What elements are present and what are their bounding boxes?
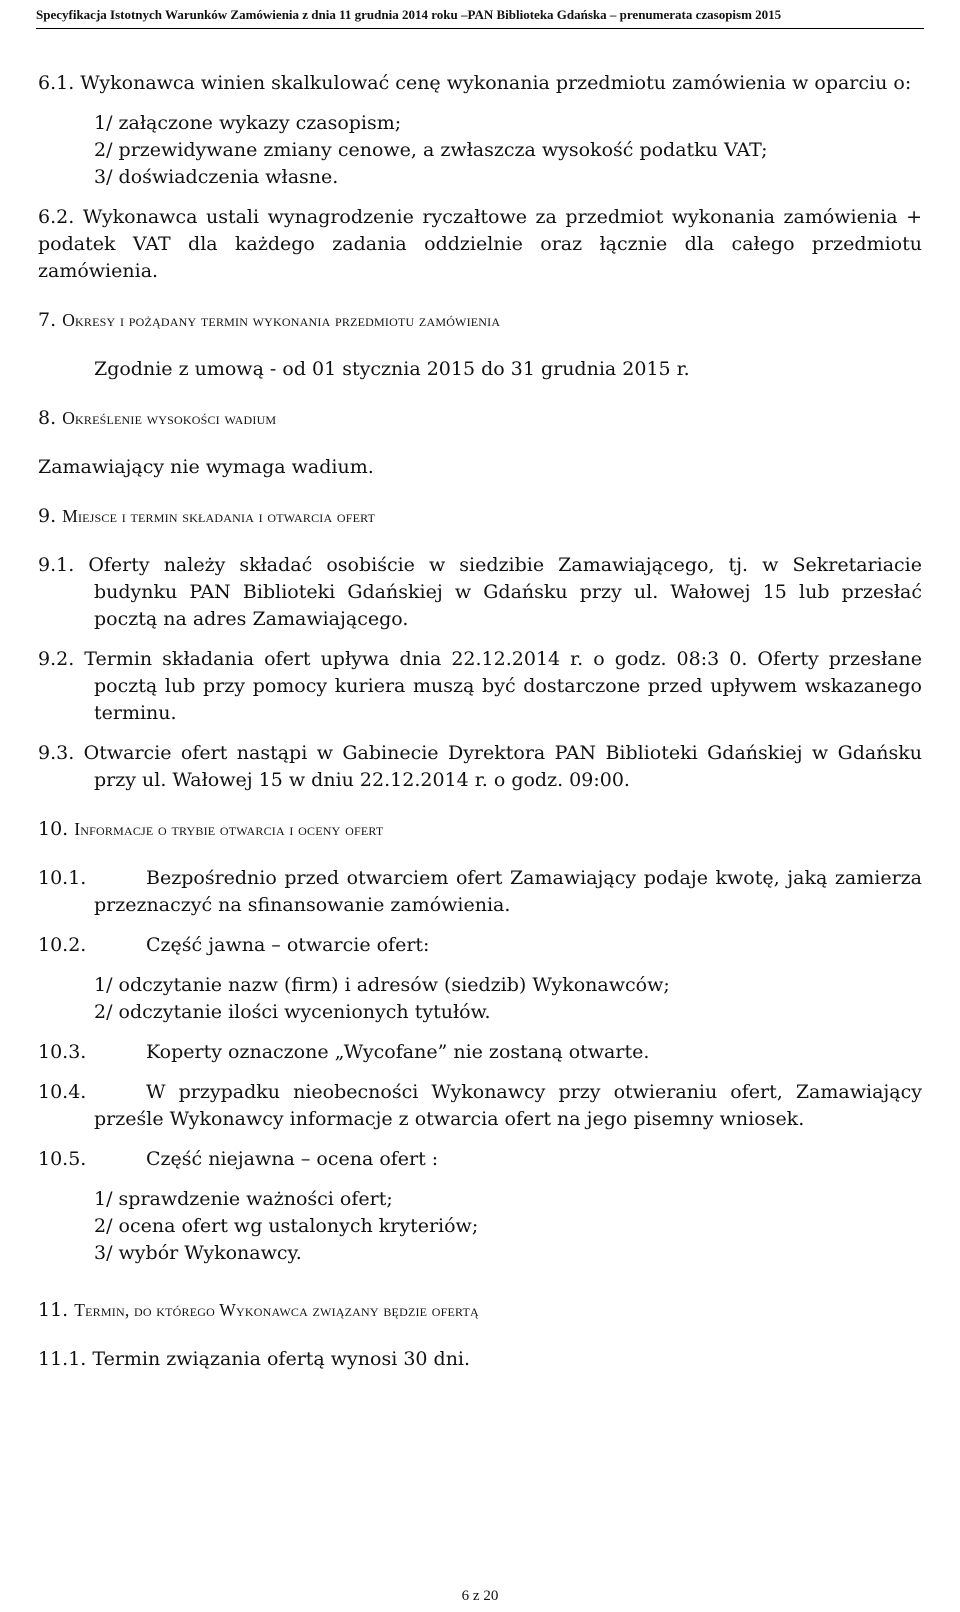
section-10-heading [38, 816, 922, 843]
document-body [38, 70, 922, 1373]
section-6-2: 6.2. Wykonawca ustali wynagrodzenie ryczałtowe za przedmiot wykonania zamówienia + podatek VAT dla każdego zadania oddzielnie oraz łącznie dla całego przedmiotu zamówienia. [38, 206, 922, 282]
section-title: Okresy i pożądany termin wykonania przedmiotu zamówienia [62, 310, 501, 330]
section-title: Miejsce i termin składania i otwarcia ofert [62, 506, 376, 526]
section-title: Termin, do którego Wykonawca związany będzie ofertą [74, 1300, 479, 1320]
section-number: 7. [38, 309, 57, 331]
list-item: 3/ doświadczenia własne. [94, 166, 339, 188]
section-10-4 [38, 1079, 922, 1133]
section-title: Informacje o trybie otwarcia i oceny ofert [74, 819, 384, 839]
section-7-text: Zgodnie z umową - od 01 stycznia 2015 do 31 grudnia 2015 r. [94, 358, 690, 380]
subsection-text: Część niejawna – ocena ofert : [146, 1148, 439, 1170]
list-item: 1/ sprawdzenie ważności ofert; [94, 1188, 393, 1210]
list-item: 3/ wybór Wykonawcy. [94, 1242, 302, 1264]
section-9-2: 9.2. Termin składania ofert upływa dnia 22.12.2014 r. o godz. 08:3 0. Oferty przesłane pocztą lub przy pomocy kuriera muszą być dostarczone przed upływem wskazanego terminu. [38, 648, 922, 724]
subsection-number: 10.5. [38, 1148, 87, 1170]
section-10-2 [38, 932, 922, 959]
section-9-3: 9.3. Otwarcie ofert nastąpi w Gabinecie Dyrektora PAN Biblioteki Gdańskiej w Gdańsku przy ul. Wałowej 15 w dniu 22.12.2014 r. o godz. 09:00. [38, 742, 922, 791]
section-10-5 [38, 1146, 922, 1173]
section-number: 9. [38, 505, 57, 527]
section-8-text: Zamawiający nie wymaga wadium. [38, 456, 374, 478]
subsection-text: W przypadku nieobecności Wykonawcy przy otwieraniu ofert, Zamawiający prześle Wykonawcy informacje z otwarcia ofert na jego pisemny wniosek. [94, 1081, 922, 1130]
section-11-heading [38, 1297, 922, 1324]
section-9-heading [38, 503, 922, 530]
section-title: Określenie wysokości wadium [62, 408, 277, 428]
section-6-1-list [38, 110, 922, 191]
subsection-text: Bezpośrednio przed otwarciem ofert Zamawiający podaje kwotę, jaką zamierza przeznaczyć na sfinansowanie zamówienia. [94, 867, 922, 916]
page-number: 6 z 20 [461, 1588, 499, 1604]
section-number: 8. [38, 407, 57, 429]
subsection-number: 10.3. [38, 1041, 87, 1063]
section-10-2-list [38, 972, 922, 1026]
section-8-heading [38, 405, 922, 432]
section-10-1 [38, 865, 922, 919]
list-item: 2/ przewidywane zmiany cenowe, a zwłaszcza wysokość podatku VAT; [94, 139, 768, 161]
section-10-3 [38, 1039, 922, 1066]
subsection-number: 10.4. [38, 1081, 87, 1103]
list-item: 1/ załączone wykazy czasopism; [94, 112, 402, 134]
section-6-1: 6.1. Wykonawca winien skalkulować cenę wykonania przedmiotu zamówienia w oparciu o: [38, 72, 912, 94]
section-9-1: 9.1. Oferty należy składać osobiście w siedzibie Zamawiającego, tj. w Sekretariacie budynku PAN Biblioteki Gdańskiej w Gdańsku przy ul. Wałowej 15 lub przesłać pocztą na adres Zamawiającego. [38, 554, 922, 630]
section-number: 11. [38, 1299, 69, 1321]
section-10-5-list [38, 1186, 922, 1267]
list-item: 1/ odczytanie nazw (firm) i adresów (siedzib) Wykonawców; [94, 974, 670, 996]
list-item: 2/ odczytanie ilości wycenionych tytułów. [94, 1001, 491, 1023]
section-number: 10. [38, 818, 69, 840]
subsection-number: 10.1. [38, 867, 87, 889]
subsection-text: Część jawna – otwarcie ofert: [146, 934, 430, 956]
page-header: Specyfikacja Istotnych Warunków Zamówienia z dnia 11 grudnia 2014 roku –PAN Biblioteka Gdańska – prenumerata czasopism 2015 [36, 7, 924, 29]
list-item: 2/ ocena ofert wg ustalonych kryteriów; [94, 1215, 479, 1237]
subsection-text: Koperty oznaczone „Wycofane” nie zostaną otwarte. [146, 1041, 650, 1063]
section-7-heading [38, 307, 922, 334]
section-11-1: 11.1. Termin związania ofertą wynosi 30 dni. [38, 1348, 471, 1370]
subsection-number: 10.2. [38, 934, 87, 956]
